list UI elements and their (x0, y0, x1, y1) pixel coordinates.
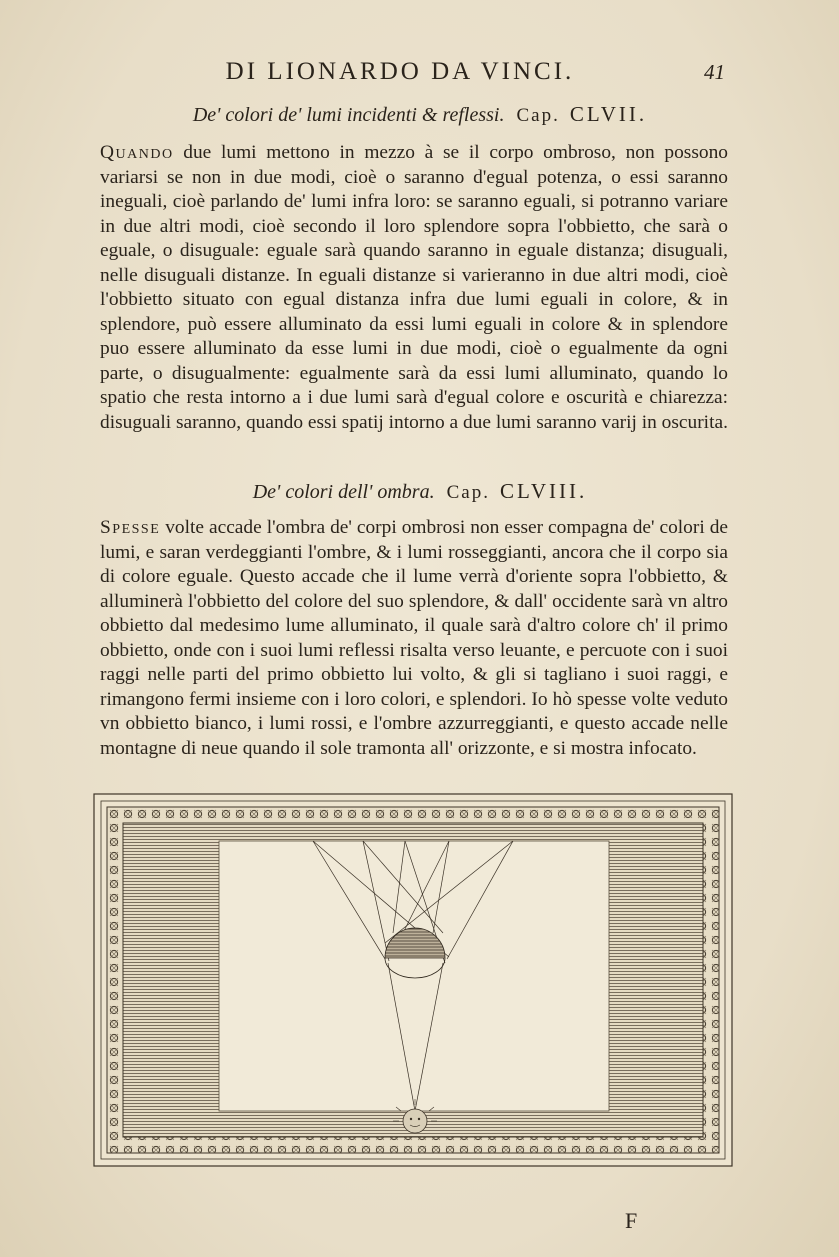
lead-word: Quando (100, 142, 174, 163)
paragraph-text: due lumi mettono in mezzo à se il corpo ombroso, non possono variarsi se non in due modi, cioè o saranno d'egual potenza, o essi saranno ineguali, cioè parlando de' lumi infra loro: se saranno eguali, si potranno variare in due altri modi, cioè secondo il loro splendore sopra l'obbietto, che sarà o eguale, o disuguale: eguale sarà quando saranno in eguale distanza; disuguali, nelle disuguali distanze. In eguali distanze si varieranno in due altri modi, cioè l'obbietto situato con egual distanza infra due lumi eguali in colore, & in splendore, può essere alluminato da essi lumi eguali in colore & in splendore puo essere alluminato da esse lumi in due modi, cioè o egualmente da ogni parte, o disugualmente: egualmente sarà da essi lumi alluminato, quando lo spatio che resta intorno a i due lumi sarà d'egual colore e oscurità e chiarezza: disuguali saranno, quando essi spatij intorno a due lumi saranno varij in oscurita. (100, 142, 728, 434)
light-panel (219, 841, 609, 1111)
chapter-heading-157 (60, 102, 780, 127)
chapter-cap-label: Cap. (516, 105, 560, 126)
running-head: DI LIONARDO DA VINCI. (225, 58, 575, 85)
lead-word: Spesse (100, 517, 161, 538)
chapter-heading-158 (60, 479, 780, 504)
chapter-number: CLVII. (569, 102, 648, 126)
engraved-figure (93, 793, 733, 1167)
chapter-157-paragraph (100, 141, 728, 436)
chapter-number: CLVIII. (499, 479, 588, 503)
chapter-cap-label: Cap. (446, 482, 490, 503)
chapter-title: De' colori de' lumi incidenti & reflessi. (192, 104, 505, 126)
page-number: 41 (704, 60, 725, 84)
paragraph-text: volte accade l'ombra de' corpi ombrosi non esser compagna de' colori de lumi, e saran verdeggianti l'ombre, & i lumi rosseggianti, ancora che il corpo sia di colore eguale. Questo accade che il lume verrà d'oriente sopra l'obbietto, & alluminerà l'obbietto del colore del suo splendore, & dall' occidente sarà vn altro obbietto dal medesimo lume alluminato, il quale sarà d'altro colore ch' il primo obbietto, onde con i suoi lumi reflessi risalta verso leuante, e percuote con i suoi raggi nelle parti del primo obbietto lui volto, & gli si tagliano i suoi raggi, e rimangono fermi insieme con i loro colori, e splendori. Io hò spesse volte veduto vn obbietto bianco, i lumi rossi, e l'ombre azzurreggianti, e questo accade nelle montagne di neue quando il sole tramonta all' orizzonte, e si mostra infocato. (100, 517, 728, 759)
signature-mark: F (625, 1208, 638, 1233)
chapter-title: De' colori dell' ombra. (252, 481, 435, 503)
chapter-158-paragraph (100, 516, 728, 761)
